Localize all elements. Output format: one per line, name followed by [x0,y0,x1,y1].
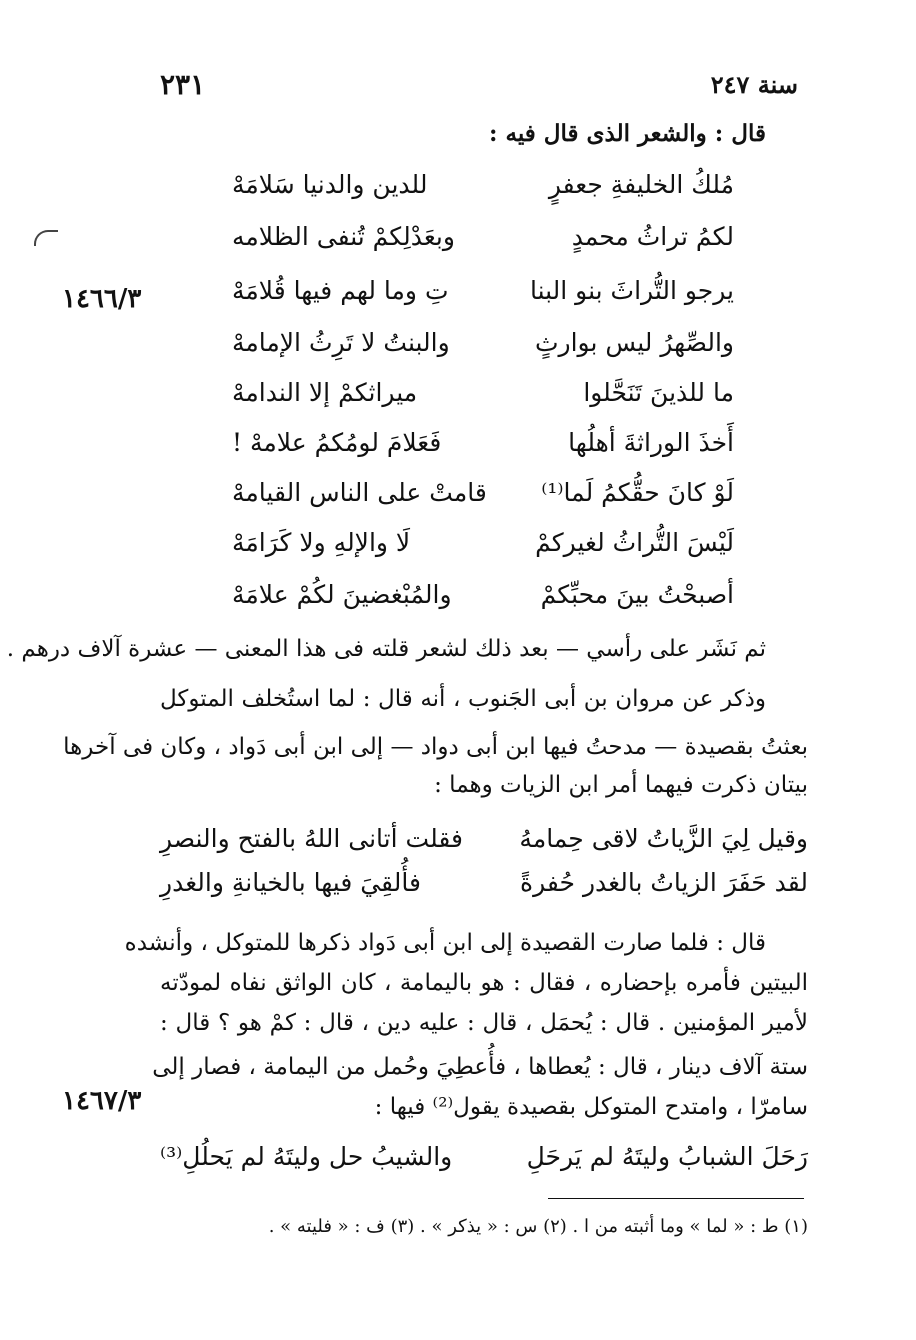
page-number: ٢٣١ [160,68,206,101]
poem-verse [0,826,916,870]
poem-verse [0,330,916,374]
poem-verse [0,582,916,626]
margin-reference: ١٤٦٦/٣ [62,284,142,314]
verse-second-hemistich: ميراثكمْ إلا الندامهْ [232,378,418,407]
prose-line: بيتان ذكرت فيهما أمر ابن الزيات وهما : [434,772,808,798]
verse-first-hemistich: والصِّهرُ ليس بوارثٍ [535,328,734,357]
verse-first-hemistich: أصبحْتُ بينَ محبِّكمْ [540,580,734,609]
running-header-year: سنة ٢٤٧ [710,70,798,99]
prose-line: وذكر عن مروان بن أبى الجَنوب ، أنه قال : لما استُخلف المتوكل [160,686,766,712]
verse-second-hemistich: فقلت أتانى اللهُ بالفتح والنصرِ [160,824,463,853]
poem-verse [0,480,916,524]
verse-second-hemistich: للدين والدنيا سَلامَهْ [232,170,428,199]
poem-verse [0,1144,916,1188]
verse-second-hemistich: قامتْ على الناس القيامهْ [232,478,487,507]
verse-first-hemistich: وقيل لِيَ الزَّياتُ لاقى حِمامهُ [519,824,808,853]
verse-first-hemistich: لقد حَفَرَ الزياتُ بالغدر حُفرةً [520,868,808,897]
verse-first-hemistich: لَوْ كانَ حقُّكمُ لَما⁽¹⁾ [541,478,734,507]
poem-verse [0,530,916,574]
intro-line: قال : والشعر الذى قال فيه : [489,120,766,147]
verse-first-hemistich: ما للذينَ تَنَحَّلوا [583,378,734,407]
prose-line: ثم نَشَر على رأسي — بعد ذلك لشعر قلته فى هذا المعنى — عشرة آلاف درهم . [6,636,766,662]
prose-line: ستة آلاف دينار ، قال : يُعطاها ، فأُعطِيَ وحُمل من اليمامة ، فصار إلى [152,1054,808,1080]
prose-line: لأمير المؤمنين . قال : يُحمَل ، قال : عليه دين ، قال : كمْ هو ؟ قال : [160,1010,808,1036]
verse-first-hemistich: رَحَلَ الشبابُ وليتَهُ لم يَرحَلِ [526,1142,808,1171]
poem-verse [0,224,916,268]
prose-line: بعثتُ بقصيدة — مدحتُ فيها ابن أبى دواد — إلى ابن أبى دَواد ، وكان فى آخرها [63,734,808,760]
verse-first-hemistich: مُلكُ الخليفةِ جعفرٍ [548,170,734,199]
verse-first-hemistich: يرجو التُّراثَ بنو البنا [529,276,734,305]
verse-second-hemistich: تِ وما لهم فيها قُلامَهْ [232,276,449,305]
footnote-rule [548,1198,804,1199]
verse-second-hemistich: والشيبُ حل وليتَهُ لم يَحلُلِ⁽³⁾ [160,1142,453,1171]
prose-line: البيتين فأمره بإحضاره ، فقال : هو باليمامة ، كان الواثق نفاه لمودّته [160,970,808,996]
poem-verse [0,430,916,474]
margin-reference: ١٤٦٧/٣ [62,1086,142,1116]
poem-verse [0,870,916,914]
verse-first-hemistich: أَخذَ الوراثةَ أهلُها [568,428,734,457]
verse-second-hemistich: فأُلقِيَ فيها بالخيانةِ والغدرِ [160,868,421,897]
prose-line: سامرّا ، وامتدح المتوكل بقصيدة يقول⁽²⁾ فيها : [374,1094,808,1120]
verse-first-hemistich: لكمُ تراثُ محمدٍ [571,222,734,251]
verse-first-hemistich: لَيْسَ التُّراثُ لغيركمْ [535,528,734,557]
prose-line: قال : فلما صارت القصيدة إلى ابن أبى دَواد ذكرها للمتوكل ، وأنشده [124,930,766,956]
poem-verse [0,380,916,424]
poem-verse [0,172,916,216]
verse-second-hemistich: وبعَدْلِكمْ تُنفى الظلامه [232,222,455,251]
verse-second-hemistich: لَا والإلهِ ولا كَرَامَهْ [232,528,411,557]
verse-second-hemistich: والمُبْغضينَ لكُمْ علامَهْ [232,580,452,609]
poem-verse [0,278,916,322]
verse-second-hemistich: فَعَلامَ لومُكمُ علامهْ ! [232,428,442,457]
verse-second-hemistich: والبنتُ لا تَرِثُ الإمامهْ [232,328,450,357]
footnotes: (١) ط : « لما » وما أثبته من ا . (٢) س : « يذكر » . (٣) ف : « فليته » . [268,1216,808,1237]
